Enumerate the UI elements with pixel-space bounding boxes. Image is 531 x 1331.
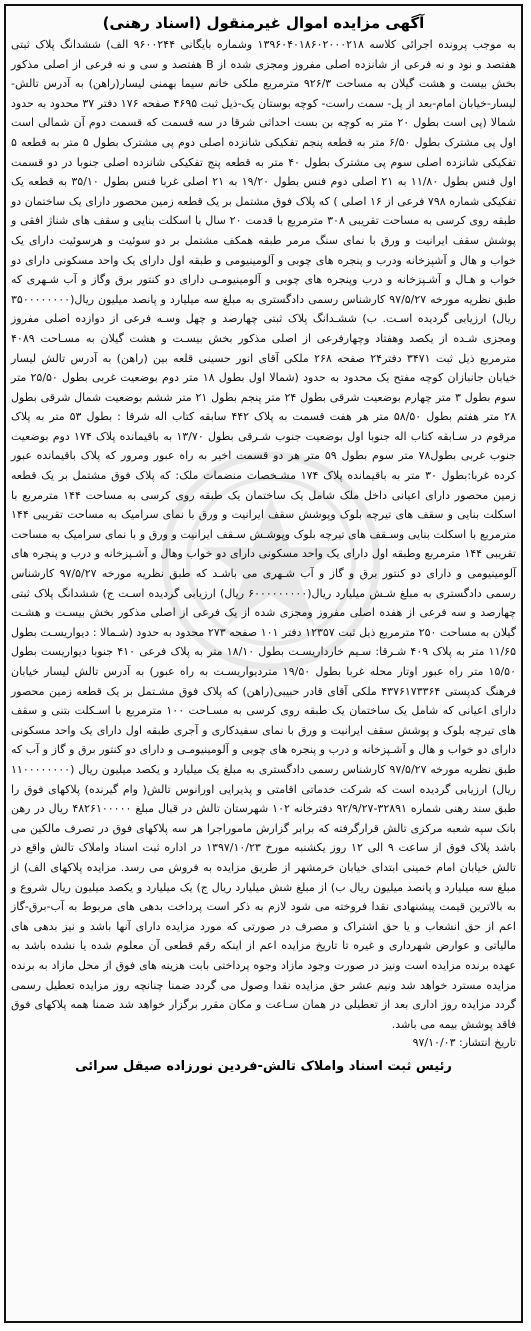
signature-line: رئیس ثبت اسناد واملاک تالش-فردین نورزاده صیقل سرائی <box>75 1059 452 1075</box>
publish-date-label: تاریخ انتشار: <box>458 1036 516 1050</box>
notice-frame <box>4 4 523 1323</box>
notice-title: آگهی مزایده اموال غیرمنقول (اسناد رهنی) <box>102 14 425 32</box>
notice-body: به موجب پرونده اجرائی کلاسه ۱۳۹۶۰۴۰۱۸۶۰۲۰۰۰۲۱۸ وشماره بایگانی ۹۶۰۰۲۴۴ الف) ششدانگ پلاک ثبتی هفتصد و نود و نه فرعی از شانزده اصلی مفروز ومجزی شده از B هفتصد و سی و نه فرعی از اصلی مذکور بخش بیست و هشت گیلان به مساحت ۹۲۶/۳ مترمربع ملکی خانم سیما بهمنی لیسار(راهن) به آدرس تالش-لیسار-خیابان امام-بعد از پل- سمت راست- کوچه بوستان یک-ذیل ثبت ۴۶۹۵ صفحه ۱۷۶ دفتر ۳۷ محدود به حدود شمالا (پی است بطول ۲۰ متر به کوچه بن بست احداثی شرقا در سه قسمت که قسمت دوم آن شمالی است اول پی مشترک بطول ۶/۵۰ متر به قطعه پنجم تفکیکی شانزده اصلی دوم پی مشترک بطول ۵ متر به قطعه ۵ تفکیکی شانزده اصلی سوم پی مشترک بطول ۴۰ متر به قطعه پنج تفکیکی شانزده اصلی جنوبا در دو قسمت اول فنس بطول ۱۱/۸۰ به ۲۱ اصلی دوم فنس بطول ۱۹/۲۰ به ۲۱ اصلی غربا فنس بطول ۳۵/۱۰ به قطعه یک تفکیکی شماره ۷۹۸ فرعی از ۱۶ اصلی ) که پلاک فوق مشتمل بر یک قطعه زمین محصور دارای یک ساختمان دو طبقه روی کرسی به مساحت تقریبی ۳۰۸ مترمربع با قدمت ۲۰ سال با اسکلت بنایی و سقف های شناژ افقی و پوشش سقف ایرانیت و ورق با نمای سنگ مرمر طبقه همکف مشتمل بر دو سوئیت و هرسوئیت دارای یک خواب و هال و آشپزخانه ودرب و پنجره های چوبی و آلومینیومی و طبقه اول دارای یک واحد مسکونی دارای دو خواب و هـال و آشـپزخانه و درب وپنجره های چوبی و آلومینیومـی دارای دو کنتور برق وگاز و آب شـهری که طبق نظریه مورخه ۹۷/۵/۲۷ کارشناس رسمی دادگستری به مبلغ سه میلیارد و پانصد میلیون ریال(۳۵۰۰۰۰۰۰۰۰ ریال) ارزیابی گردیده اسـت. ب) ششـدانگ پلاک ثبتی چهارصد و چهل وسـه فرعی از دوازده اصلی مفروز ومجزی شـده از یکصد وهفتاد وچهارفرعی از اصلی مذکور بخش بیسـت و هشت گیلان به مسـاحت ۴۰۸۹ مترمربع ذیل ثبت ۳۴۷۱ دفتر۲۴ صفحه ۲۶۸ ملکی آقای انور حسینی قلعه بین (راهن) به آدرس تالش لیسار خیابان جانبازان کوچه مفتح یک محدود به حدود (شمالا اول بطول ۱۸ متر دوم بوضعیت غربی بطول ۲۵/۵۰ متر سوم بطول ۳ متر چهارم بوضعیت شرقی بطول ۲۴ متر پنجم بطول ۲۱ متر ششم بوضعیت شمال شرقی بطول ۲۸ متر هفتم بطول ۵۸/۵۰ متر هر هفت قسمت به پلاک ۴۴۲ سابقه کتاب اله شرقا : بطول ۵۳ متر به پلاک مرقوم در سـابقه کتاب اله جنوبا اول بوضعیت جنوب شـرقی بطول ۱۳/۷۰ به باقیمانده پلاک ۱۷۴ دوم بوضعیت جنوب غربی بطول۷۸ متر سوم بطول ۵۹ متر هر دو قسمت اخیر به راه عبور ومرور که پلاک باقیمانده عبور کرده غربا:بطول ۳۰ متر به باقیمانده پلاک ۱۷۴ مشـخصات منضمات ملک: که پلاک فوق مشتمل بر یک قطعه زمین محصور دارای اعیانی داخل ملک شامل یک ساختمان یک طبقه روی کرسی به مساحت ۱۴۴ مترمربع با اسکلت بنایی و سقف های تیرچه بلوک وپوشش سقف ایرانیت و ورق با نمای سرامیک به مساحت تقریبی ۱۴۴ مترمربع با اسکلت بنایی وسـقف های تیرچه بلوک وپوشـش سـقف ایرانیت و ورق و با نمای سرامیک به مساحت تقریبی ۱۴۴ مترمربع وطبقه اول دارای یک واحد مسکونی دارای دو خواب وهال و آشـپزخانه و درب و پنجره های آلومینیومی و دارای دو کنتور برق و گاز و آب شـهری می باشـد که طبق نظریه مورخه ۹۷/۵/۲۷ کارشناس رسمی دادگستری به مبلغ شـش میلیارد ریال(۶۰۰۰۰۰۰۰۰۰ ریال) ارزیابی گردیده اسـت ج) ششدانگ پلاک ثبتی چهارصد و سه فرعی از هفده اصلی مفروز ومجزی شده از یک فرعی از اصلی مذکور بخش بیسـت و هشـت گیلان به مساحت ۲۵۰ مترمربع ذیل ثبت ۱۲۳۵۷ دفتر ۱۰۱ صفحه ۲۷۳ محدود به حدود (شـمالا : دیواریسـت بطول ۱۱/۶۵ متر به پلاک ۴۰۹ شـرقا: سـیم خارداریسـت بطول ۱۸/۱۰ متر به پلاک فرعی ۴۱۰ جنوبا دیواریست بطول ۱۵/۵۰ متر راه عبور اوتار محله غربا بطول ۱۹/۵۰ متردیواریسـت به راه عبور) به آدرس تالش لیسار خیابان فرهنگ کدپستی ۴۳۷۶۱۷۳۳۶۴ ملکی آقای قادر حبیبی(راهن) که پلاک فوق مشـتمل بر یک قطعه زمین محصور دارای اعیانی که شامل یک ساختمان یک طبقه روی کرسی به مسـاحت ۱۰۰ مترمربع با اسـکلت بتنی و سقف های تیرچه بلوک و پوشش سقف ایرانیت و ورق با نمای سفیدکاری و آجری طبقه اول دارای یک واحد مسکونی دارای دو خواب و هال و آشـپزخانه و درب و پنجره های چوبی و آلومینیومـی و دارای دو کنتور برق و گاز و آب که طبق نظریه مورخه ۹۷/۵/۲۷ کارشناس رسمی دادگستری به مبلغ یک میلیارد و یکصد میلیون ریال (۱۱۰۰۰۰۰۰۰۰ ریال) ارزیابی گردیده است که شرکت خدماتی اقامتی و پذیرایی اورانوس تالش( وام گیرنده) پلاکهای فوق را طبق سند رهنی شماره ۳۲۸۹۱-۹۲/۹/۲۷ دفترخانه ۱۰۲ شهرستان تالش در قبال مبلغ ۴۸۲۶۱۰۰۰۰۰ ریال در رهن بانک سپه شعبه مرکزی تالش قرارگرفته که برابر گزارش ماموراجرا هر سه پلاکهای فوق در تصرف مالکین می باشد پلاک فوق از ساعت ۹ الی ۱۲ روز یکشنبه مورخ ۱۳۹۷/۱۰/۲۳ در اداره ثبت اسناد واملاک تالش واقع در تالش خیابان امام خمینی ابتدای خیابان خرمشهر از طریق مزایده به فروش می رسد. مزایده پلاکهای الف) از مبلغ سه میلیارد و پانصد میلیون ریال ب) از مبلغ شش میلیارد ریال ج) یک میلیارد و یکصد میلیون ریال شروع و به بالاترین قیمت پیشنهادی نقدا فروخته می شود لازم به ذکر است پرداخت بدهی های مربوط به آب-برق-گاز اعم از حق انشعاب و یا حق اشتراک و مصرف در صورتی که مورد مزایده دارای آنها باشد و نیز بدهی های مالیاتی و عوارض شهرداری و غیره تا تاریخ مزایده اعم از اینکه رقم قطعی آن معلوم شده یا نشده باشد به عهده برنده مزایده است ونیز در صورت وجود مازاد وجوه پرداختی بابت هزینه های فوق از محل مازاد به برنده مزایده مسترد خواهد شد ونیم عشر حق مزایده نقدا وصول می گردد ضمنا چنانچه روز مزایده تعطیل رسمی گردد مزایده روز اداری بعد از تعطیلی در همان سـاعت و مکان مقرر برگزار خواهد شد ضمنا همه پلاکهای فوق فاقد پوشش بیمه می باشد. <box>11 38 517 1031</box>
publish-date-line <box>11 1034 516 1052</box>
notice-content <box>11 9 516 1318</box>
publish-date-value: ۹۷/۱۰/۰۳ <box>412 1036 456 1050</box>
